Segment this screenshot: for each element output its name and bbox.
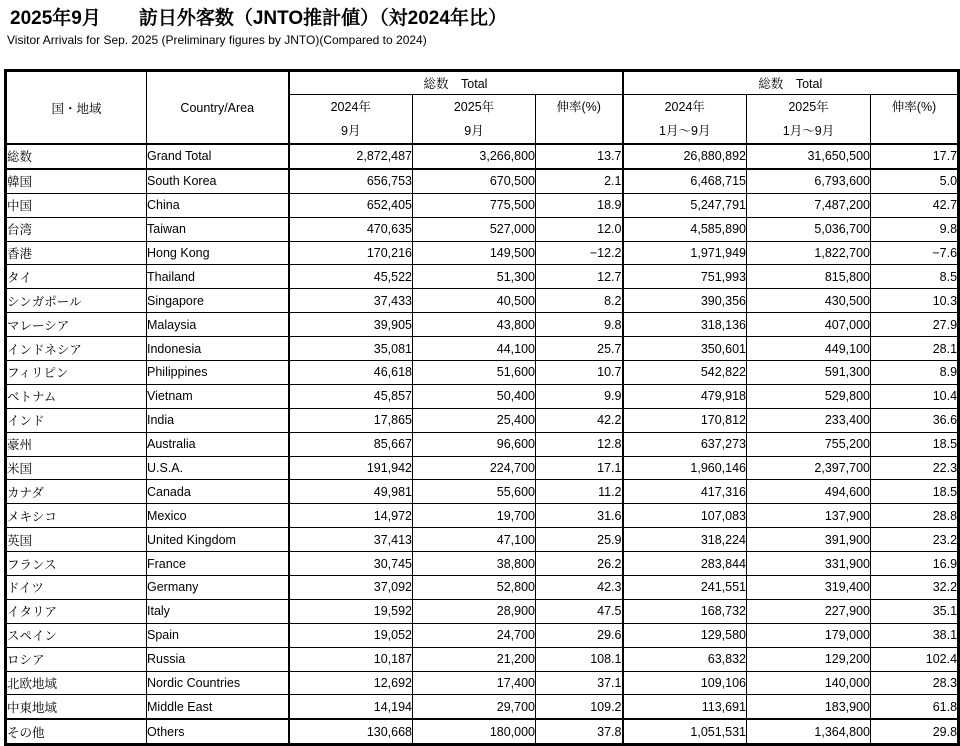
cell-sep-2025: 55,600 xyxy=(413,480,536,504)
cell-ytd-2025: 6,793,600 xyxy=(747,169,871,193)
cell-ytd-growth: 8.9 xyxy=(871,361,959,385)
cell-ytd-growth: 28.8 xyxy=(871,504,959,528)
cell-ytd-growth: 28.1 xyxy=(871,337,959,361)
cell-sep-2025: 19,700 xyxy=(413,504,536,528)
cell-ytd-2024: 542,822 xyxy=(623,361,747,385)
cell-sep-2025: 40,500 xyxy=(413,289,536,313)
cell-ytd-growth: 27.9 xyxy=(871,313,959,337)
cell-country-en: Taiwan xyxy=(147,217,289,241)
cell-ytd-2025: 233,400 xyxy=(747,408,871,432)
cell-sep-growth: 25.7 xyxy=(536,337,623,361)
cell-sep-growth: 12.0 xyxy=(536,217,623,241)
cell-sep-2025: 29,700 xyxy=(413,695,536,719)
cell-sep-2024: 130,668 xyxy=(289,719,413,744)
cell-sep-growth: 37.1 xyxy=(536,671,623,695)
cell-sep-growth: 8.2 xyxy=(536,289,623,313)
cell-ytd-2024: 168,732 xyxy=(623,599,747,623)
cell-ytd-2025: 430,500 xyxy=(747,289,871,313)
cell-country-jp: フランス xyxy=(6,552,147,576)
cell-country-jp: カナダ xyxy=(6,480,147,504)
cell-sep-2025: 25,400 xyxy=(413,408,536,432)
cell-country-jp: マレーシア xyxy=(6,313,147,337)
cell-ytd-2025: 140,000 xyxy=(747,671,871,695)
cell-country-jp: ドイツ xyxy=(6,576,147,600)
cell-sep-2025: 50,400 xyxy=(413,384,536,408)
cell-country-jp: 米国 xyxy=(6,456,147,480)
cell-country-en: Grand Total xyxy=(147,144,289,169)
header-ytd-2024: 2024年 1月～9月 xyxy=(623,95,747,145)
cell-sep-2024: 19,592 xyxy=(289,599,413,623)
table-row xyxy=(6,384,959,408)
table-row xyxy=(6,265,959,289)
cell-ytd-2025: 494,600 xyxy=(747,480,871,504)
cell-sep-2025: 775,500 xyxy=(413,193,536,217)
cell-sep-growth: 31.6 xyxy=(536,504,623,528)
cell-country-en: Philippines xyxy=(147,361,289,385)
cell-ytd-2024: 109,106 xyxy=(623,671,747,695)
table-row xyxy=(6,456,959,480)
cell-ytd-2024: 129,580 xyxy=(623,623,747,647)
cell-sep-2025: 51,600 xyxy=(413,361,536,385)
cell-sep-2024: 191,942 xyxy=(289,456,413,480)
cell-ytd-growth: 10.3 xyxy=(871,289,959,313)
cell-sep-growth: −12.2 xyxy=(536,241,623,265)
cell-sep-2025: 47,100 xyxy=(413,528,536,552)
cell-sep-2024: 39,905 xyxy=(289,313,413,337)
cell-ytd-growth: 35.1 xyxy=(871,599,959,623)
cell-ytd-growth: 18.5 xyxy=(871,480,959,504)
page-subtitle: Visitor Arrivals for Sep. 2025 (Preliminary figures by JNTO)(Compared to 2024) xyxy=(7,33,427,47)
cell-ytd-2024: 6,468,715 xyxy=(623,169,747,193)
page-title xyxy=(0,0,960,32)
cell-sep-2025: 527,000 xyxy=(413,217,536,241)
table-row xyxy=(6,241,959,265)
cell-ytd-growth: 10.4 xyxy=(871,384,959,408)
cell-ytd-2024: 390,356 xyxy=(623,289,747,313)
cell-country-en: South Korea xyxy=(147,169,289,193)
cell-sep-2024: 14,194 xyxy=(289,695,413,719)
cell-ytd-2024: 113,691 xyxy=(623,695,747,719)
cell-sep-growth: 12.7 xyxy=(536,265,623,289)
cell-ytd-2024: 5,247,791 xyxy=(623,193,747,217)
cell-ytd-growth: 22.3 xyxy=(871,456,959,480)
cell-sep-growth: 42.2 xyxy=(536,408,623,432)
cell-ytd-growth: 17.7 xyxy=(871,144,959,169)
cell-country-en: China xyxy=(147,193,289,217)
cell-country-jp: ベトナム xyxy=(6,384,147,408)
cell-ytd-2024: 479,918 xyxy=(623,384,747,408)
cell-ytd-growth: 38.1 xyxy=(871,623,959,647)
cell-ytd-2025: 331,900 xyxy=(747,552,871,576)
cell-ytd-2025: 129,200 xyxy=(747,647,871,671)
table-row xyxy=(6,313,959,337)
cell-ytd-growth: −7.6 xyxy=(871,241,959,265)
cell-sep-2024: 85,667 xyxy=(289,432,413,456)
table-row xyxy=(6,217,959,241)
cell-country-en: Thailand xyxy=(147,265,289,289)
table-row xyxy=(6,552,959,576)
cell-sep-growth: 12.8 xyxy=(536,432,623,456)
cell-ytd-2024: 1,051,531 xyxy=(623,719,747,744)
cell-sep-growth: 9.8 xyxy=(536,313,623,337)
cell-sep-2024: 12,692 xyxy=(289,671,413,695)
cell-sep-growth: 47.5 xyxy=(536,599,623,623)
cell-ytd-2025: 179,000 xyxy=(747,623,871,647)
cell-sep-growth: 17.1 xyxy=(536,456,623,480)
cell-ytd-2025: 815,800 xyxy=(747,265,871,289)
cell-ytd-2025: 391,900 xyxy=(747,528,871,552)
cell-ytd-2024: 637,273 xyxy=(623,432,747,456)
table-row xyxy=(6,169,959,193)
cell-ytd-2025: 755,200 xyxy=(747,432,871,456)
cell-country-en: United Kingdom xyxy=(147,528,289,552)
cell-sep-2024: 470,635 xyxy=(289,217,413,241)
table-row xyxy=(6,599,959,623)
cell-country-en: Others xyxy=(147,719,289,744)
cell-sep-2025: 3,266,800 xyxy=(413,144,536,169)
cell-sep-2025: 28,900 xyxy=(413,599,536,623)
table-header xyxy=(6,71,959,145)
cell-country-en: India xyxy=(147,408,289,432)
table-row xyxy=(6,695,959,719)
header-ytd-2025: 2025年 1月～9月 xyxy=(747,95,871,145)
table-row xyxy=(6,289,959,313)
cell-country-en: Middle East xyxy=(147,695,289,719)
cell-sep-2025: 224,700 xyxy=(413,456,536,480)
cell-sep-growth: 26.2 xyxy=(536,552,623,576)
cell-ytd-growth: 36.6 xyxy=(871,408,959,432)
table-row xyxy=(6,408,959,432)
header-group-september: 総数 Total xyxy=(289,71,623,95)
cell-sep-2024: 10,187 xyxy=(289,647,413,671)
cell-ytd-growth: 8.5 xyxy=(871,265,959,289)
cell-ytd-2025: 407,000 xyxy=(747,313,871,337)
cell-sep-2025: 38,800 xyxy=(413,552,536,576)
table-row xyxy=(6,576,959,600)
cell-country-jp: 豪州 xyxy=(6,432,147,456)
cell-ytd-growth: 42.7 xyxy=(871,193,959,217)
cell-ytd-2025: 2,397,700 xyxy=(747,456,871,480)
cell-sep-2024: 37,092 xyxy=(289,576,413,600)
cell-country-jp: インド xyxy=(6,408,147,432)
cell-sep-2025: 52,800 xyxy=(413,576,536,600)
cell-ytd-2024: 417,316 xyxy=(623,480,747,504)
cell-sep-2024: 2,872,487 xyxy=(289,144,413,169)
cell-sep-2025: 149,500 xyxy=(413,241,536,265)
cell-ytd-2024: 318,136 xyxy=(623,313,747,337)
cell-country-jp: メキシコ xyxy=(6,504,147,528)
cell-sep-growth: 2.1 xyxy=(536,169,623,193)
cell-ytd-2024: 26,880,892 xyxy=(623,144,747,169)
cell-ytd-2024: 350,601 xyxy=(623,337,747,361)
cell-ytd-2025: 319,400 xyxy=(747,576,871,600)
table-row xyxy=(6,193,959,217)
table-row xyxy=(6,647,959,671)
table-row xyxy=(6,528,959,552)
cell-sep-2025: 44,100 xyxy=(413,337,536,361)
cell-country-jp: 総数 xyxy=(6,144,147,169)
header-country-en: Country/Area xyxy=(147,71,289,145)
cell-country-en: Spain xyxy=(147,623,289,647)
cell-ytd-2025: 529,800 xyxy=(747,384,871,408)
cell-country-jp: 香港 xyxy=(6,241,147,265)
cell-sep-2024: 30,745 xyxy=(289,552,413,576)
cell-sep-2024: 37,413 xyxy=(289,528,413,552)
cell-country-en: Malaysia xyxy=(147,313,289,337)
cell-country-jp: その他 xyxy=(6,719,147,744)
cell-sep-2024: 37,433 xyxy=(289,289,413,313)
cell-ytd-2024: 107,083 xyxy=(623,504,747,528)
cell-sep-2025: 17,400 xyxy=(413,671,536,695)
cell-ytd-growth: 23.2 xyxy=(871,528,959,552)
cell-ytd-2025: 183,900 xyxy=(747,695,871,719)
cell-sep-2024: 170,216 xyxy=(289,241,413,265)
cell-sep-2024: 45,522 xyxy=(289,265,413,289)
header-sep-2024: 2024年 9月 xyxy=(289,95,413,145)
cell-sep-growth: 108.1 xyxy=(536,647,623,671)
table-row xyxy=(6,504,959,528)
cell-country-jp: 中国 xyxy=(6,193,147,217)
cell-sep-2024: 49,981 xyxy=(289,480,413,504)
cell-country-en: Russia xyxy=(147,647,289,671)
cell-country-jp: シンガポール xyxy=(6,289,147,313)
cell-country-jp: フィリピン xyxy=(6,361,147,385)
cell-ytd-2025: 5,036,700 xyxy=(747,217,871,241)
cell-country-en: Mexico xyxy=(147,504,289,528)
table-row xyxy=(6,432,959,456)
table-body xyxy=(6,144,959,745)
cell-sep-2024: 656,753 xyxy=(289,169,413,193)
cell-sep-2025: 670,500 xyxy=(413,169,536,193)
cell-ytd-2024: 170,812 xyxy=(623,408,747,432)
cell-ytd-2025: 449,100 xyxy=(747,337,871,361)
cell-country-en: Hong Kong xyxy=(147,241,289,265)
table-row xyxy=(6,671,959,695)
cell-sep-growth: 9.9 xyxy=(536,384,623,408)
cell-ytd-growth: 28.3 xyxy=(871,671,959,695)
cell-sep-2024: 17,865 xyxy=(289,408,413,432)
header-ytd-growth: 伸率(%) xyxy=(871,95,959,145)
title-main: 訪日外客数（JNTO推計値）（対2024年比） xyxy=(138,8,507,29)
cell-ytd-growth: 32.2 xyxy=(871,576,959,600)
header-sep-2025: 2025年 9月 xyxy=(413,95,536,145)
cell-sep-growth: 29.6 xyxy=(536,623,623,647)
table-row xyxy=(6,623,959,647)
cell-ytd-2025: 1,364,800 xyxy=(747,719,871,744)
cell-sep-growth: 11.2 xyxy=(536,480,623,504)
cell-sep-growth: 18.9 xyxy=(536,193,623,217)
title-date: 2025年9月 xyxy=(10,8,101,29)
cell-country-jp: インドネシア xyxy=(6,337,147,361)
cell-ytd-2025: 227,900 xyxy=(747,599,871,623)
cell-country-jp: 英国 xyxy=(6,528,147,552)
cell-country-en: Vietnam xyxy=(147,384,289,408)
cell-country-en: Germany xyxy=(147,576,289,600)
cell-country-en: Singapore xyxy=(147,289,289,313)
cell-sep-growth: 10.7 xyxy=(536,361,623,385)
cell-sep-growth: 109.2 xyxy=(536,695,623,719)
cell-ytd-growth: 29.8 xyxy=(871,719,959,744)
cell-sep-2025: 24,700 xyxy=(413,623,536,647)
cell-ytd-growth: 61.8 xyxy=(871,695,959,719)
cell-ytd-2024: 1,971,949 xyxy=(623,241,747,265)
cell-sep-2025: 43,800 xyxy=(413,313,536,337)
table-row xyxy=(6,480,959,504)
cell-sep-2024: 46,618 xyxy=(289,361,413,385)
cell-sep-2025: 21,200 xyxy=(413,647,536,671)
cell-sep-growth: 13.7 xyxy=(536,144,623,169)
cell-sep-2024: 45,857 xyxy=(289,384,413,408)
cell-country-jp: 韓国 xyxy=(6,169,147,193)
cell-country-jp: イタリア xyxy=(6,599,147,623)
cell-country-en: Italy xyxy=(147,599,289,623)
cell-ytd-2025: 31,650,500 xyxy=(747,144,871,169)
header-sep-growth: 伸率(%) xyxy=(536,95,623,145)
table-row xyxy=(6,144,959,169)
cell-country-en: Canada xyxy=(147,480,289,504)
cell-country-jp: 北欧地域 xyxy=(6,671,147,695)
header-country-jp: 国・地域 xyxy=(6,71,147,145)
cell-country-en: Indonesia xyxy=(147,337,289,361)
table-row xyxy=(6,719,959,744)
cell-country-en: U.S.A. xyxy=(147,456,289,480)
cell-country-en: France xyxy=(147,552,289,576)
cell-ytd-growth: 9.8 xyxy=(871,217,959,241)
cell-sep-growth: 25.9 xyxy=(536,528,623,552)
cell-ytd-growth: 5.0 xyxy=(871,169,959,193)
cell-sep-2024: 35,081 xyxy=(289,337,413,361)
cell-ytd-growth: 102.4 xyxy=(871,647,959,671)
cell-ytd-2024: 241,551 xyxy=(623,576,747,600)
cell-sep-2024: 19,052 xyxy=(289,623,413,647)
cell-sep-growth: 37.8 xyxy=(536,719,623,744)
cell-ytd-2024: 751,993 xyxy=(623,265,747,289)
cell-country-en: Nordic Countries xyxy=(147,671,289,695)
cell-country-en: Australia xyxy=(147,432,289,456)
header-group-ytd: 総数 Total xyxy=(623,71,959,95)
cell-ytd-2024: 1,960,146 xyxy=(623,456,747,480)
cell-country-jp: 台湾 xyxy=(6,217,147,241)
cell-ytd-2025: 7,487,200 xyxy=(747,193,871,217)
table-row xyxy=(6,361,959,385)
cell-sep-2024: 14,972 xyxy=(289,504,413,528)
cell-country-jp: タイ xyxy=(6,265,147,289)
visitor-arrivals-table xyxy=(4,69,960,746)
cell-country-jp: ロシア xyxy=(6,647,147,671)
cell-country-jp: スペイン xyxy=(6,623,147,647)
cell-ytd-2025: 591,300 xyxy=(747,361,871,385)
cell-sep-growth: 42.3 xyxy=(536,576,623,600)
cell-ytd-2024: 63,832 xyxy=(623,647,747,671)
table-row xyxy=(6,337,959,361)
cell-ytd-2025: 137,900 xyxy=(747,504,871,528)
cell-sep-2025: 51,300 xyxy=(413,265,536,289)
cell-sep-2025: 96,600 xyxy=(413,432,536,456)
cell-ytd-growth: 18.5 xyxy=(871,432,959,456)
cell-sep-2025: 180,000 xyxy=(413,719,536,744)
cell-country-jp: 中東地域 xyxy=(6,695,147,719)
cell-sep-2024: 652,405 xyxy=(289,193,413,217)
cell-ytd-2024: 283,844 xyxy=(623,552,747,576)
cell-ytd-growth: 16.9 xyxy=(871,552,959,576)
cell-ytd-2024: 4,585,890 xyxy=(623,217,747,241)
cell-ytd-2024: 318,224 xyxy=(623,528,747,552)
cell-ytd-2025: 1,822,700 xyxy=(747,241,871,265)
